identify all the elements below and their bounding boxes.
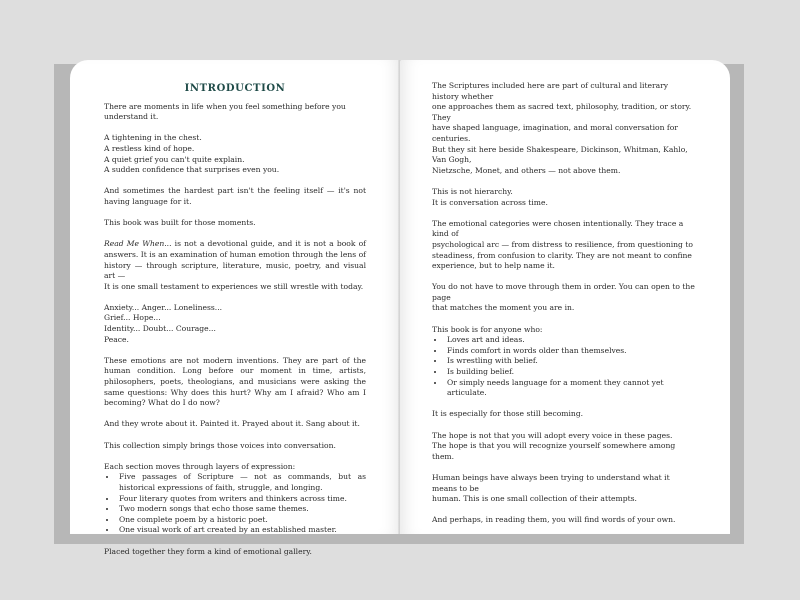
intro-paragraph: There are moments in life when you feel something before you understand it. (104, 101, 346, 122)
page-title: INTRODUCTION (184, 83, 286, 94)
text-line: Peace. (104, 334, 129, 344)
text-line: have shaped language, imagination, and moral conversation for centuries. (432, 123, 678, 143)
text-line: Human beings have always been trying to understand what it means to be (432, 472, 670, 493)
bullet-list (432, 335, 696, 399)
text-line: A tightening in the chest. (104, 133, 202, 143)
text-line: A sudden confidence that surprises even you. (104, 165, 280, 175)
feeling-lines (104, 133, 366, 175)
text-line: steadiness, from confusion to clarity. They are not meant to confine (432, 250, 692, 260)
text-line: The emotional categories were chosen intentionally. They trace a kind of (432, 218, 684, 239)
paragraph: It is especially for those still becoming. (432, 409, 584, 419)
text-line: Nietzsche, Monet, and others — not above them. (432, 165, 621, 175)
left-page (70, 60, 400, 556)
list-item: • Finds comfort in words older than themselves. (445, 346, 696, 357)
list-item: • One complete poem by a historic poet. (117, 515, 366, 526)
audience-intro: This book is for anyone who: (432, 324, 543, 334)
paragraph (432, 81, 696, 176)
paragraph-tail: It is one small testament to experiences we still wrestle with today. (104, 281, 364, 291)
list-item: • Is wrestling with belief. (445, 356, 696, 367)
text-line: human. This is one small collection of their attempts. (432, 494, 637, 504)
text-line: The hope is not that you will adopt every voice in these pages. (432, 430, 673, 440)
text-line: This is not hierarchy. (432, 186, 513, 196)
text-line: The hope is that you will recognize yourself somewhere among them. (432, 441, 676, 461)
text-line: Grief... Hope... (104, 313, 161, 323)
paragraph (432, 219, 696, 272)
paragraph (432, 187, 696, 208)
text-line: psychological arc — from distress to resilience, from questioning to (432, 239, 693, 249)
paragraph: Placed together they form a kind of emotional gallery. (104, 546, 312, 556)
text-line: one approaches them as sacred text, philosophy, tradition, or story. They (432, 102, 692, 122)
paragraph (432, 431, 696, 463)
text-line: A restless kind of hope. (104, 143, 195, 153)
list-item: • Five passages of Scripture — not as commands, but as historical expressions of faith, struggle, and longing. (117, 472, 366, 493)
paragraph: This collection simply brings those voices into conversation. (104, 440, 336, 450)
list-item: • Two modern songs that echo those same themes. (117, 504, 366, 515)
section-intro: Each section moves through layers of expression: (104, 461, 296, 471)
list-item: • Four literary quotes from writers and thinkers across time. (117, 494, 366, 505)
right-page (400, 60, 730, 534)
book-description-paragraph (104, 239, 366, 292)
book-title-emphasis: Read Me When... (104, 239, 172, 249)
paragraph (432, 282, 696, 314)
list-item: • Loves art and ideas. (445, 335, 696, 346)
text-line: that matches the moment you are in. (432, 303, 575, 313)
text-line: But they sit here beside Shakespeare, Dickinson, Whitman, Kahlo, Van Gogh, (432, 144, 688, 165)
text-line: It is conversation across time. (432, 197, 548, 207)
paragraph: And they wrote about it. Painted it. Prayed about it. Sang about it. (104, 419, 360, 429)
paragraph (432, 473, 696, 505)
text-line: experience, but to help name it. (432, 261, 555, 271)
paragraph: These emotions are not modern inventions. They are part of the human condition. Long before our moment in time, artists, philosophers, poets, theologians, and musicians were asking the same questions: Why does this hurt? Why am I afraid? Who am I becoming? What do I do now? (104, 355, 366, 408)
paragraph: And perhaps, in reading them, you will find words of your own. (432, 515, 676, 525)
list-item: • Is building belief. (445, 367, 696, 378)
paragraph: This book was built for those moments. (104, 218, 256, 228)
text-line: Identity... Doubt... Courage... (104, 324, 216, 334)
text-line: Anxiety... Anger... Loneliness... (104, 302, 223, 312)
paragraph: And sometimes the hardest part isn't the feeling itself — it's not having language for it. (104, 186, 366, 206)
paragraph-text: is not a devotional guide, and it is not a book of answers. It is an examination of human emotion through the lens of history — through scripture, literature, music, poetry, and visual art — (104, 239, 366, 281)
list-item: • Or simply needs language for a moment they cannot yet articulate. (445, 378, 696, 399)
text-line: The Scriptures included here are part of cultural and literary history whether (432, 81, 669, 101)
text-line: A quiet grief you can't quite explain. (104, 154, 245, 164)
list-item: • One visual work of art created by an established master. (117, 525, 366, 536)
emotion-list (104, 303, 366, 345)
text-line: You do not have to move through them in order. You can open to the page (432, 282, 695, 302)
bullet-list (104, 472, 366, 536)
